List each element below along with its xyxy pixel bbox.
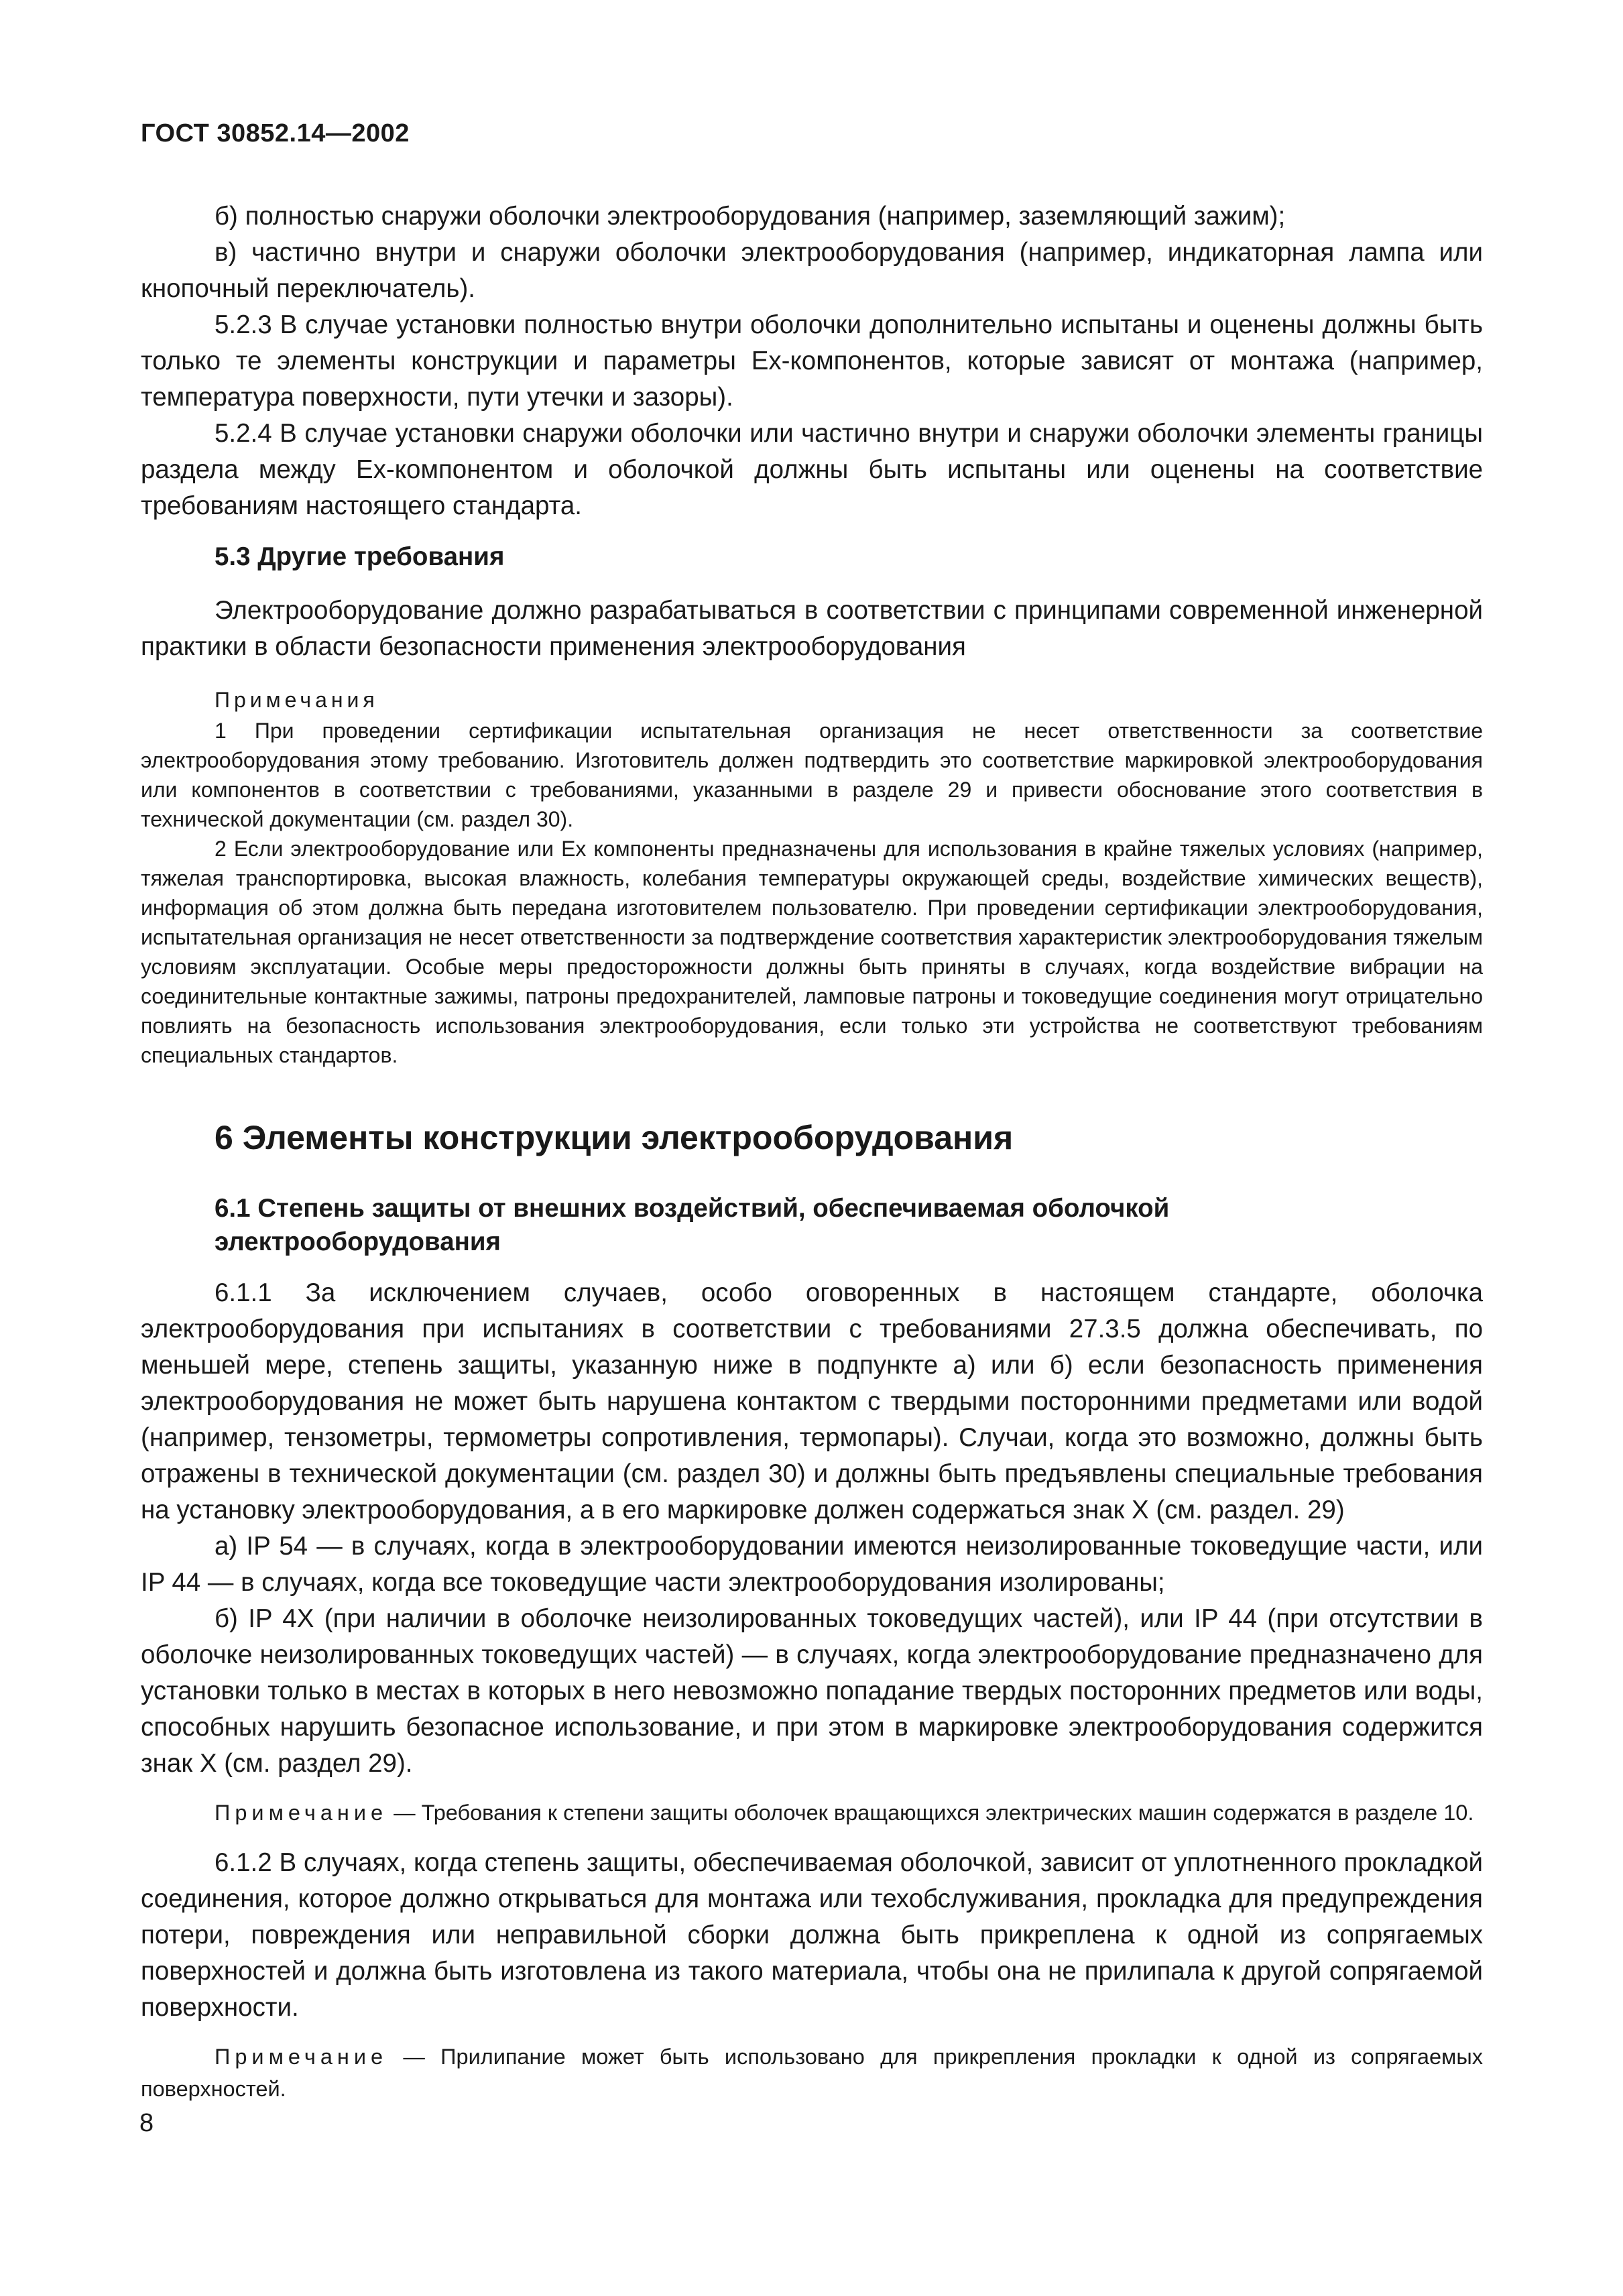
paragraph-5-2-3: 5.2.3 В случае установки полностью внутри оболочки дополнительно испытаны и оценены должны быть только те элементы конструкции и параметры Ex-компонентов, которые зависят от монтажа (например, температура поверхности, пути утечки и зазоры). [141,310,1483,412]
note-6-1-1 [141,1797,1483,1829]
note-6-1-2 [141,2041,1483,2105]
subsection-heading-5-3: 5.3 Другие требования [215,542,505,571]
note-label: Примечание [215,1801,388,1825]
paragraph-6-1-1: 6.1.1 За исключением случаев, особо оговоренных в настоящем стандарте, оболочка электрооборудования при испытаниях в соответствии с требованиями 27.3.5 должна обеспечивать, по меньшей мере, степень защиты, указанную ниже в подпункте а) или б) если безопасность применения электрооборудования не может быть нарушена контактом с твердыми посторонними предметами или водой (например, тензометры, термометры сопротивления, термопары). Случаи, когда это возможно, должны быть отражены в технической документации (см. раздел 30) и должны быть предъявлены специальные требования на установку электрооборудования, а в его маркировке должен содержаться знак X (см. раздел. 29) [141,1278,1483,1524]
list-item-v: в) частично внутри и снаружи оболочки электрооборудования (например, индикаторная лампа или кнопочный переключатель). [141,238,1483,303]
list-item-b-2: б) IP 4X (при наличии в оболочке неизолированных токоведущих частей), или IP 44 (при отсутствии в оболочке неизолированных токоведущих частей) — в случаях, когда электрооборудование предназначено для установки только в местах в которых в него невозможно попадание твердых посторонних предметов или воды, способных нарушить безопасное использование, и при этом в маркировке электрооборудования содержится знак X (см. раздел 29). [141,1604,1483,1778]
note-1: 1 При проведении сертификации испытательная организация не несет ответственности за соответствие электрооборудования этому требованию. Изготовитель должен подтвердить это соответствие маркировкой электрооборудования или компонентов в соответствии с требованиями, указанными в разделе 29 и привести обоснование этого соответствия в технической документации (см. раздел 30). [141,719,1483,831]
paragraph-6-1-2: 6.1.2 В случаях, когда степень защиты, обеспечиваемая оболочкой, зависит от уплотненного прокладкой соединения, которое должно открываться для монтажа или техобслуживания, прокладка для предупреждения потери, повреждения или неправильной сборки должна быть прикреплена к одной из сопрягаемых поверхностей и должна быть изготовлена из такого материала, чтобы она не прилипала к другой сопрягаемой поверхности. [141,1848,1483,2022]
note-2: 2 Если электрооборудование или Ex компоненты предназначены для использования в крайне тяжелых условиях (например, тяжелая транспортировка, высокая влажность, колебания температуры окружающей среды, воздействие химических веществ), информация об этом должна быть передана изготовителем пользователю. При проведении сертификации электрооборудования, испытательная организация не несет ответственности за подтверждение соответствия характеристик электрооборудования тяжелым условиям эксплуатации. Особые меры предосторожности должны быть приняты в случаях, когда воздействие вибрации на соединительные контактные зажимы, патроны предохранителей, ламповые патроны и токоведущие соединения могут отрицательно повлиять на безопасность использования электрооборудования, если только эти устройства не соответствуют требованиям специальных стандартов. [141,837,1483,1067]
paragraph-5-2-4: 5.2.4 В случае установки снаружи оболочки или частично внутри и снаружи оболочки элементы границы раздела между Ex-компонентом и оболочкой должны быть испытаны или оценены на соответствие требованиям настоящего стандарта. [141,419,1483,520]
notes-block [141,685,1483,1070]
notes-label: Примечания [215,688,379,712]
list-item-b: б) полностью снаружи оболочки электрооборудования (например, заземляющий зажим); [215,202,1286,231]
section-heading-6: 6 Элементы конструкции электрооборудования [215,1119,1014,1156]
paragraph-5-3: Электрооборудование должно разрабатываться в соответствии с принципами современной инженерной практики в области безопасности применения электрооборудования [141,596,1483,661]
note-label: Примечание [215,2045,388,2069]
subsection-heading-6-1: 6.1 Степень защиты от внешних воздействий, обеспечиваемая оболочкой электрооборудования [215,1194,1170,1256]
note-text: — Прилипание может быть использовано для прикрепления прокладки к одной из сопрягаемых поверхностей. [141,2045,1483,2101]
note-text: — Требования к степени защиты оболочек вращающихся электрических машин содержатся в разделе 10. [387,1801,1474,1825]
document-header: ГОСТ 30852.14—2002 [141,119,410,147]
page-number: 8 [139,2109,154,2137]
page-content [141,198,1483,2121]
list-item-a: а) IP 54 — в случаях, когда в электрооборудовании имеются неизолированные токоведущие части, или IP 44 — в случаях, когда все токоведущие части электрооборудования изолированы; [141,1532,1483,1597]
